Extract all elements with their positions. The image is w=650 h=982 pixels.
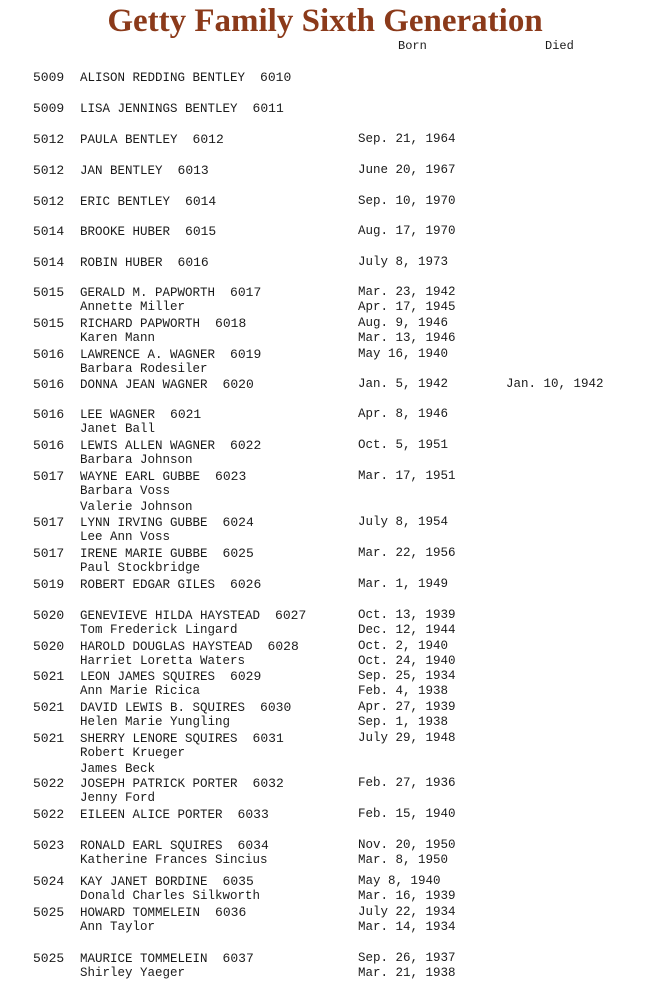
person-name-group [80,438,261,454]
spouse-name: Karen Mann [80,331,156,345]
spouse-name: Barbara Johnson [80,453,193,467]
spouse-row [0,561,650,576]
spouse-birth-date: Mar. 13, 1946 [358,331,456,345]
person-name: RICHARD PAPWORTH [80,317,201,331]
birth-date: Oct. 5, 1951 [358,438,449,452]
person-number: 6031 [252,731,284,746]
birth-date: July 22, 1934 [358,905,456,919]
entry-row [0,407,650,422]
entry-row [0,515,650,530]
entry-row [0,469,650,484]
entry-row [0,669,650,684]
person-number: 6015 [185,224,217,239]
birth-date: Aug. 9, 1946 [358,316,449,330]
parent-number: 5022 [33,776,65,791]
entry-row [0,807,650,822]
spouse-row [0,484,650,499]
spouse-name: Barbara Rodesiler [80,362,208,376]
person-name-group [80,469,246,485]
spouse-name: Janet Ball [80,422,156,436]
birth-date: Apr. 27, 1939 [358,700,456,714]
entry-row [0,874,650,889]
spouse-birth-date: Feb. 4, 1938 [358,684,449,698]
person-name-group [80,70,291,86]
entry-row [0,776,650,791]
person-number: 6020 [222,377,254,392]
entry-row [0,639,650,654]
entry-row [0,546,650,561]
spouse-name: Harriet Loretta Waters [80,654,246,668]
person-name: GERALD M. PAPWORTH [80,286,216,300]
birth-date: Feb. 27, 1936 [358,776,456,790]
spouse-row [0,889,650,904]
parent-number: 5021 [33,669,65,684]
spouse-name: Helen Marie Yungling [80,715,231,729]
person-name-group [80,163,209,179]
spouse-birth-date: Oct. 24, 1940 [358,654,456,668]
entry-row [0,132,650,147]
spouse-row [0,966,650,981]
person-name-group [80,807,269,823]
spouse-name: Tom Frederick Lingard [80,623,238,637]
parent-number: 5024 [33,874,65,889]
parent-number: 5016 [33,347,65,362]
person-number: 6029 [230,669,262,684]
person-number: 6027 [275,608,307,623]
person-number: 6016 [177,255,209,270]
parent-number: 5020 [33,639,65,654]
spouse-birth-date: Dec. 12, 1944 [358,623,456,637]
spouse-name: James Beck [80,762,156,776]
birth-date: July 29, 1948 [358,731,456,745]
person-name-group [80,700,291,716]
person-number: 6033 [237,807,269,822]
birth-date: Mar. 22, 1956 [358,546,456,560]
parent-number: 5014 [33,255,65,270]
birth-date: Jan. 5, 1942 [358,377,449,391]
person-number: 6035 [222,874,254,889]
person-name: RONALD EARL SQUIRES [80,839,223,853]
born-column-header: Born [398,39,427,53]
person-name-group [80,316,246,332]
spouse-name: Ann Marie Ricica [80,684,201,698]
birth-date: Sep. 25, 1934 [358,669,456,683]
birth-date: Mar. 1, 1949 [358,577,449,591]
spouse-birth-date: Apr. 17, 1945 [358,300,456,314]
person-name: ROBERT EDGAR GILES [80,578,216,592]
entry-row [0,700,650,715]
entry-row [0,163,650,178]
person-number: 6011 [252,101,284,116]
entry-row [0,838,650,853]
spouse-row [0,684,650,699]
entry-row [0,577,650,592]
birth-date: Sep. 21, 1964 [358,132,456,146]
person-name: DAVID LEWIS B. SQUIRES [80,701,246,715]
person-name: LISA JENNINGS BENTLEY [80,102,238,116]
birth-date: May 16, 1940 [358,347,449,361]
person-name-group [80,194,216,210]
spouse-name: Shirley Yaeger [80,966,186,980]
entry-row [0,608,650,623]
person-name: ROBIN HUBER [80,256,163,270]
person-name: DONNA JEAN WAGNER [80,378,208,392]
spouse-birth-date: Mar. 21, 1938 [358,966,456,980]
parent-number: 5021 [33,731,65,746]
spouse-row [0,791,650,806]
person-number: 6025 [222,546,254,561]
person-name: HOWARD TOMMELEIN [80,906,201,920]
spouse-name: Katherine Frances Sincius [80,853,268,867]
entry-row [0,194,650,209]
spouse-row [0,500,650,515]
parent-number: 5020 [33,608,65,623]
person-name: LYNN IRVING GUBBE [80,516,208,530]
entry-row [0,101,650,116]
spouse-row [0,654,650,669]
person-number: 6026 [230,577,262,592]
person-number: 6032 [252,776,284,791]
parent-number: 5012 [33,163,65,178]
person-number: 6023 [215,469,247,484]
entry-row [0,905,650,920]
person-number: 6018 [215,316,247,331]
parent-number: 5009 [33,101,65,116]
spouse-name: Paul Stockbridge [80,561,201,575]
person-name-group [80,132,224,148]
person-name: LEON JAMES SQUIRES [80,670,216,684]
birth-date: Mar. 23, 1942 [358,285,456,299]
spouse-row [0,762,650,777]
person-number: 6034 [237,838,269,853]
person-name-group [80,377,254,393]
person-name-group [80,347,261,363]
spouse-birth-date: Mar. 14, 1934 [358,920,456,934]
person-name: SHERRY LENORE SQUIRES [80,732,238,746]
spouse-name: Robert Krueger [80,746,186,760]
birth-date: Oct. 2, 1940 [358,639,449,653]
person-name: BROOKE HUBER [80,225,171,239]
parent-number: 5015 [33,316,65,331]
birth-date: Nov. 20, 1950 [358,838,456,852]
person-name: IRENE MARIE GUBBE [80,547,208,561]
person-number: 6036 [215,905,247,920]
person-number: 6037 [222,951,254,966]
entry-row [0,438,650,453]
person-name-group [80,285,261,301]
parent-number: 5023 [33,838,65,853]
person-number: 6013 [177,163,209,178]
person-name-group [80,577,261,593]
parent-number: 5017 [33,546,65,561]
spouse-name: Ann Taylor [80,920,156,934]
spouse-row [0,422,650,437]
person-name-group [80,608,306,624]
person-name-group [80,731,284,747]
parent-number: 5016 [33,377,65,392]
entry-row [0,255,650,270]
person-number: 6012 [192,132,224,147]
spouse-birth-date: Mar. 16, 1939 [358,889,456,903]
birth-date: May 8, 1940 [358,874,441,888]
spouse-row [0,715,650,730]
person-number: 6024 [222,515,254,530]
parent-number: 5009 [33,70,65,85]
person-number: 6028 [267,639,299,654]
person-name-group [80,874,254,890]
person-name: LEE WAGNER [80,408,156,422]
person-name: JAN BENTLEY [80,164,163,178]
entry-row [0,377,650,392]
person-name-group [80,639,299,655]
person-name-group [80,101,284,117]
spouse-birth-date: Sep. 1, 1938 [358,715,449,729]
spouse-row [0,920,650,935]
spouse-name: Jenny Ford [80,791,156,805]
person-name-group [80,951,254,967]
parent-number: 5017 [33,515,65,530]
person-name: ALISON REDDING BENTLEY [80,71,246,85]
entry-row [0,951,650,966]
parent-number: 5022 [33,807,65,822]
person-name: PAULA BENTLEY [80,133,178,147]
spouse-row [0,853,650,868]
person-name-group [80,905,246,921]
birth-date: Oct. 13, 1939 [358,608,456,622]
birth-date: Feb. 15, 1940 [358,807,456,821]
parent-number: 5017 [33,469,65,484]
spouse-birth-date: Mar. 8, 1950 [358,853,449,867]
death-date: Jan. 10, 1942 [506,377,604,391]
person-name: GENEVIEVE HILDA HAYSTEAD [80,609,261,623]
spouse-row [0,453,650,468]
birth-date: July 8, 1954 [358,515,449,529]
parent-number: 5012 [33,132,65,147]
spouse-row [0,530,650,545]
person-name-group [80,546,254,562]
spouse-row [0,623,650,638]
died-column-header: Died [545,39,574,53]
entry-row [0,347,650,362]
person-number: 6010 [260,70,292,85]
person-name: LAWRENCE A. WAGNER [80,348,216,362]
person-number: 6022 [230,438,262,453]
spouse-name: Lee Ann Voss [80,530,171,544]
spouse-name: Donald Charles Silkworth [80,889,261,903]
entry-row [0,285,650,300]
person-name-group [80,838,269,854]
spouse-row [0,300,650,315]
page-title: Getty Family Sixth Generation [107,3,543,39]
birth-date: Aug. 17, 1970 [358,224,456,238]
parent-number: 5014 [33,224,65,239]
parent-number: 5016 [33,407,65,422]
person-name: WAYNE EARL GUBBE [80,470,201,484]
person-name: MAURICE TOMMELEIN [80,952,208,966]
parent-number: 5021 [33,700,65,715]
spouse-name: Valerie Johnson [80,500,193,514]
entry-row [0,70,650,85]
person-number: 6017 [230,285,262,300]
person-name: HAROLD DOUGLAS HAYSTEAD [80,640,253,654]
parent-number: 5025 [33,905,65,920]
birth-date: Sep. 10, 1970 [358,194,456,208]
person-name: EILEEN ALICE PORTER [80,808,223,822]
person-name: LEWIS ALLEN WAGNER [80,439,216,453]
parent-number: 5025 [33,951,65,966]
person-name-group [80,255,209,271]
parent-number: 5019 [33,577,65,592]
person-name-group [80,669,261,685]
spouse-row [0,331,650,346]
entry-row [0,224,650,239]
birth-date: July 8, 1973 [358,255,449,269]
person-name-group [80,224,216,240]
birth-date: Mar. 17, 1951 [358,469,456,483]
birth-date: Sep. 26, 1937 [358,951,456,965]
spouse-name: Annette Miller [80,300,186,314]
spouse-row [0,746,650,761]
parent-number: 5015 [33,285,65,300]
person-name-group [80,515,254,531]
birth-date: June 20, 1967 [358,163,456,177]
person-name: JOSEPH PATRICK PORTER [80,777,238,791]
entry-row [0,316,650,331]
entry-row [0,731,650,746]
person-name: KAY JANET BORDINE [80,875,208,889]
parent-number: 5012 [33,194,65,209]
person-name: ERIC BENTLEY [80,195,171,209]
person-number: 6021 [170,407,202,422]
parent-number: 5016 [33,438,65,453]
person-number: 6014 [185,194,217,209]
birth-date: Apr. 8, 1946 [358,407,449,421]
person-name-group [80,776,284,792]
person-number: 6019 [230,347,262,362]
spouse-row [0,362,650,377]
spouse-name: Barbara Voss [80,484,171,498]
person-number: 6030 [260,700,292,715]
person-name-group [80,407,201,423]
